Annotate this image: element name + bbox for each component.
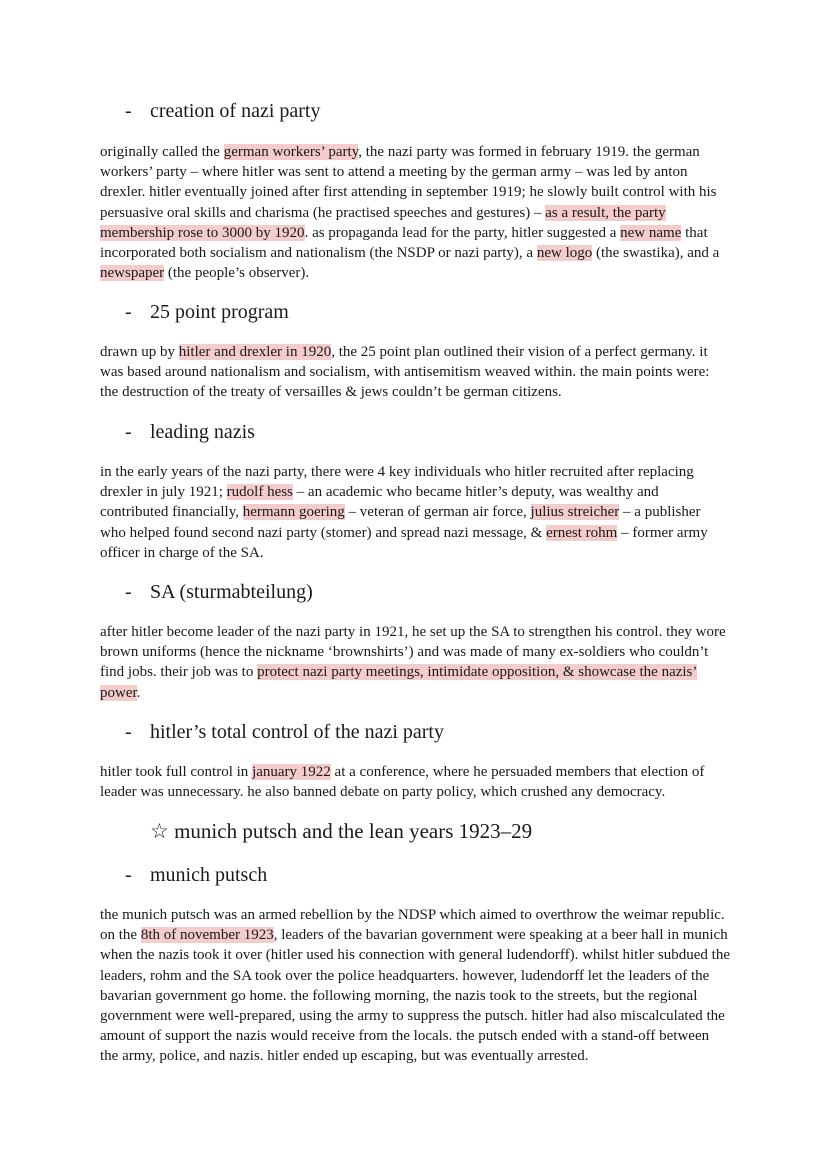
text-run: in the early years of the nazi party, there were 4 key individuals who hitler recruited after replacing drexler in july 1921; [100, 464, 694, 501]
text-run: – former army officer in charge of the SA. [100, 524, 708, 561]
highlighted-text: hitler and drexler in 1920 [178, 344, 332, 360]
highlighted-text: protect nazi party meetings, intimidate opposition, & showcase the nazis’ power [100, 664, 698, 701]
highlighted-text: hermann goering [242, 504, 345, 521]
text-run: . as propaganda lead for the party, hitler suggested a [304, 224, 621, 241]
heading-text: 25 point program [150, 301, 289, 323]
bullet-dash: - [125, 301, 132, 323]
heading-text: munich putsch [150, 864, 268, 886]
paragraph-25-point-program [100, 342, 730, 403]
paragraph-leading-nazis [100, 462, 730, 563]
bullet-dash: - [125, 721, 132, 743]
heading-text: creation of nazi party [150, 100, 321, 122]
text-run: , the nazi party was formed in february 1919. the german workers’ party – where hitler was sent to attend a meeting by the german army – was led by anton drexler. hitler eventually joined after first attending in september 1919; he slowly built control with his persuasive oral skills and charisma (he practised speeches and gestures) – [100, 144, 717, 221]
heading-hitlers-total-control [125, 720, 444, 744]
paragraph-creation-of-nazi-party [100, 142, 730, 283]
paragraph-hitlers-total-control [100, 762, 730, 802]
paragraph-munich-putsch [100, 905, 730, 1067]
star-icon: ☆ [150, 819, 169, 843]
text-run: (the people’s observer). [164, 265, 310, 282]
highlighted-text: new name [620, 224, 682, 241]
highlighted-text: january 1922 [252, 764, 331, 780]
heading-text: hitler’s total control of the nazi party [150, 721, 444, 743]
text-run: – a publisher who helped found second nazi party (stomer) and spread nazi message, & [100, 504, 701, 541]
heading-sa-sturmabteilung [125, 580, 313, 604]
text-run: at a conference, where he persuaded members that election of leader was unnecessary. he also banned debate on party policy, which crushed any democracy. [100, 764, 705, 801]
highlighted-text: rudolf hess [226, 484, 293, 501]
text-run: hitler took full control in [100, 764, 253, 780]
highlighted-text: german workers’ party [223, 144, 359, 160]
text-run: . [136, 684, 141, 701]
highlighted-text: ernest rohm [546, 524, 618, 541]
text-run: originally called the [100, 144, 224, 160]
bullet-dash: - [125, 581, 132, 603]
heading-25-point-program [125, 300, 289, 324]
section-title-munich-putsch-lean-years [150, 818, 532, 844]
text-run: that incorporated both socialism and nationalism (the NSDP or nazi party), a [100, 224, 708, 262]
text-run: – veteran of german air force, [344, 504, 531, 521]
bullet-dash: - [125, 100, 132, 122]
highlighted-text: as a result, the party membership rose to 3000 by 1920 [100, 204, 666, 241]
highlighted-text: 8th of november 1923 [140, 927, 274, 944]
bullet-dash: - [125, 864, 132, 886]
highlighted-text: newspaper [100, 265, 165, 282]
text-run: the munich putsch was an armed rebellion by the NDSP which aimed to overthrow the weimar republic. on the [100, 907, 725, 944]
heading-leading-nazis [125, 420, 255, 444]
highlighted-text: new logo [536, 245, 593, 262]
paragraph-sa-sturmabteilung [100, 622, 730, 703]
bullet-dash: - [125, 421, 132, 443]
highlighted-text: julius streicher [530, 504, 620, 521]
heading-creation-of-nazi-party [125, 99, 320, 123]
section-title-text: munich putsch and the lean years 1923–29 [174, 819, 533, 843]
text-run: – an academic who became hitler’s deputy, was wealthy and contributed financially, [100, 484, 659, 521]
text-run: drawn up by [100, 344, 179, 360]
heading-munich-putsch [125, 863, 267, 887]
text-run: after hitler become leader of the nazi party in 1921, he set up the SA to strengthen his control. they wore brown uniforms (hence the nickname ‘brownshirts’) and was made of many ex-soldiers who couldn’t find jobs. their job was to [100, 624, 726, 681]
text-run: , leaders of the bavarian government were speaking at a beer hall in munich when the nazis took it over (hitler used his connection with general ludendorff). whilst hitler subdued the leaders, rohm and the SA took over the police headquarters. however, ludendorff let the leaders of the bavarian government go home. the following morning, the nazis took to the streets, but the regional government were well-prepared, using the army to suppress the putsch. hitler had also miscalculated the amount of support the nazis would receive from the locals. the putsch ended with a stand-off between the army, police, and nazis. hitler ended up escaping, but was eventually arrested. [100, 927, 730, 1065]
text-run: , the 25 point plan outlined their vision of a perfect germany. it was based around nationalism and socialism, with antisemitism weaved within. the main points were: the destruction of the treaty of versailles & jews couldn’t be german citizens. [100, 344, 710, 401]
text-run: (the swastika), and a [592, 245, 720, 262]
heading-text: leading nazis [150, 421, 255, 443]
heading-text: SA (sturmabteilung) [150, 581, 313, 603]
